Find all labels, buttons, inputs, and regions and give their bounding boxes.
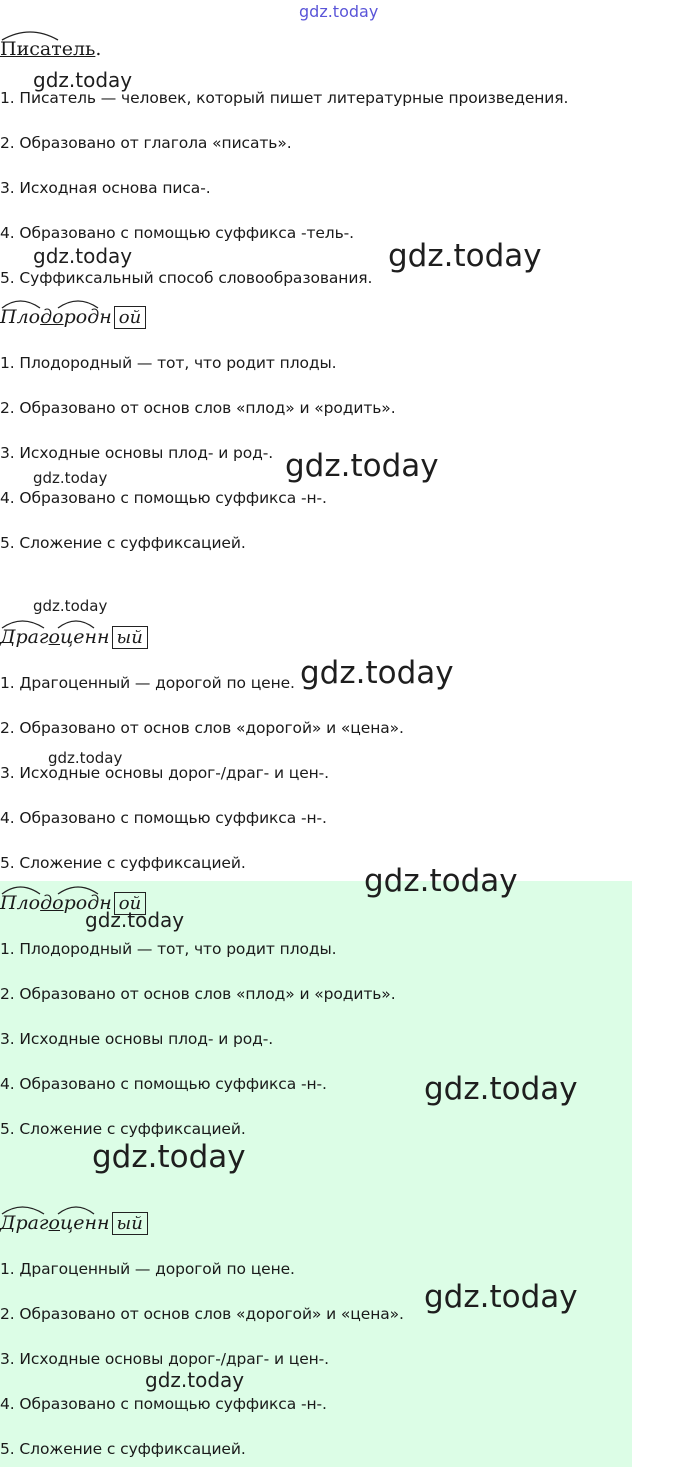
word-part: до (40, 306, 64, 328)
root-arc-mark (0, 28, 60, 42)
analysis-line: 4. Образовано с помощью суффикса -н-. (0, 809, 327, 827)
root-arc-mark (0, 296, 110, 310)
watermark: gdz.today (33, 469, 108, 487)
analysis-line: 5. Сложение с суффиксацией. (0, 534, 246, 552)
watermark: gdz.today (33, 68, 133, 92)
word-part: о (48, 626, 60, 648)
watermark: gdz.today (424, 1071, 578, 1107)
analysis-line: 4. Образовано с помощью суффикса -тель-. (0, 224, 354, 242)
word-analysis-dragocennyi (0, 626, 148, 648)
word-part: род (63, 892, 100, 914)
word-part: о (48, 1212, 60, 1234)
watermark: gdz.today (48, 749, 123, 767)
analysis-line: 3. Исходная основа писа-. (0, 179, 211, 197)
word-part: до (40, 892, 64, 914)
analysis-line: 4. Образовано с помощью суффикса -н-. (0, 1395, 327, 1413)
watermark: gdz.today (424, 1279, 578, 1315)
watermark: gdz.today (85, 908, 185, 932)
word-ending: ый (112, 1212, 148, 1235)
root-arc-mark (0, 616, 110, 630)
analysis-line: 5. Сложение с суффиксацией. (0, 1120, 246, 1138)
analysis-line: 3. Исходные основы плод- и род-. (0, 444, 274, 462)
root-arc-mark (0, 1202, 110, 1216)
word-stem: Писатель (0, 38, 96, 60)
analysis-line: 1. Плодородный — тот, что родит плоды. (0, 354, 337, 372)
header-watermark: gdz.today (299, 2, 379, 21)
watermark: gdz.today (388, 238, 542, 274)
analysis-line: 3. Исходные основы дорог-/драг- и цен-. (0, 1350, 330, 1368)
word-ending: ой (114, 306, 146, 329)
word-analysis-pisatel (0, 38, 101, 60)
word-part: Драг (0, 626, 49, 648)
analysis-line: 2. Образовано от глагола «писать». (0, 134, 292, 152)
watermark: gdz.today (300, 655, 454, 691)
analysis-line: 2. Образовано от основ слов «дорогой» и «цена». (0, 719, 404, 737)
root-arc-mark (0, 882, 110, 896)
analysis-line: 5. Сложение с суффиксацией. (0, 1440, 246, 1458)
analysis-line: 2. Образовано от основ слов «плод» и «родить». (0, 985, 396, 1003)
word-analysis-plodorodnoi (0, 306, 146, 328)
analysis-line: 4. Образовано с помощью суффикса -н-. (0, 489, 327, 507)
analysis-line: 3. Исходные основы дорог-/драг- и цен-. (0, 764, 330, 782)
watermark: gdz.today (33, 244, 133, 268)
watermark: gdz.today (145, 1368, 245, 1392)
word-dot: . (95, 38, 102, 60)
word-part: Драг (0, 1212, 49, 1234)
analysis-line: 2. Образовано от основ слов «плод» и «родить». (0, 399, 396, 417)
word-part: н (99, 306, 112, 328)
word-part: н (97, 626, 110, 648)
analysis-line: 5. Сложение с суффиксацией. (0, 854, 246, 872)
analysis-line: 4. Образовано с помощью суффикса -н-. (0, 1075, 327, 1093)
word-part: род (63, 306, 100, 328)
watermark: gdz.today (33, 597, 108, 615)
word-ending: ой (114, 892, 146, 915)
analysis-line: 1. Писатель — человек, который пишет литературные произведения. (0, 89, 569, 107)
word-part: цен (60, 1212, 98, 1234)
analysis-line: 5. Суффиксальный способ словообразования. (0, 269, 373, 287)
watermark: gdz.today (285, 448, 439, 484)
word-part: н (97, 1212, 110, 1234)
analysis-line: 1. Драгоценный — дорогой по цене. (0, 1260, 295, 1278)
word-part: цен (60, 626, 98, 648)
word-part: Пло (0, 306, 41, 328)
analysis-line: 2. Образовано от основ слов «дорогой» и «цена». (0, 1305, 404, 1323)
analysis-line: 3. Исходные основы плод- и род-. (0, 1030, 274, 1048)
word-part: Пло (0, 892, 41, 914)
analysis-line: 1. Драгоценный — дорогой по цене. (0, 674, 295, 692)
watermark: gdz.today (364, 863, 518, 899)
watermark: gdz.today (92, 1139, 246, 1175)
word-ending: ый (112, 626, 148, 649)
analysis-line: 1. Плодородный — тот, что родит плоды. (0, 940, 337, 958)
word-part: н (99, 892, 112, 914)
word-analysis-dragocennyi (0, 1212, 148, 1234)
